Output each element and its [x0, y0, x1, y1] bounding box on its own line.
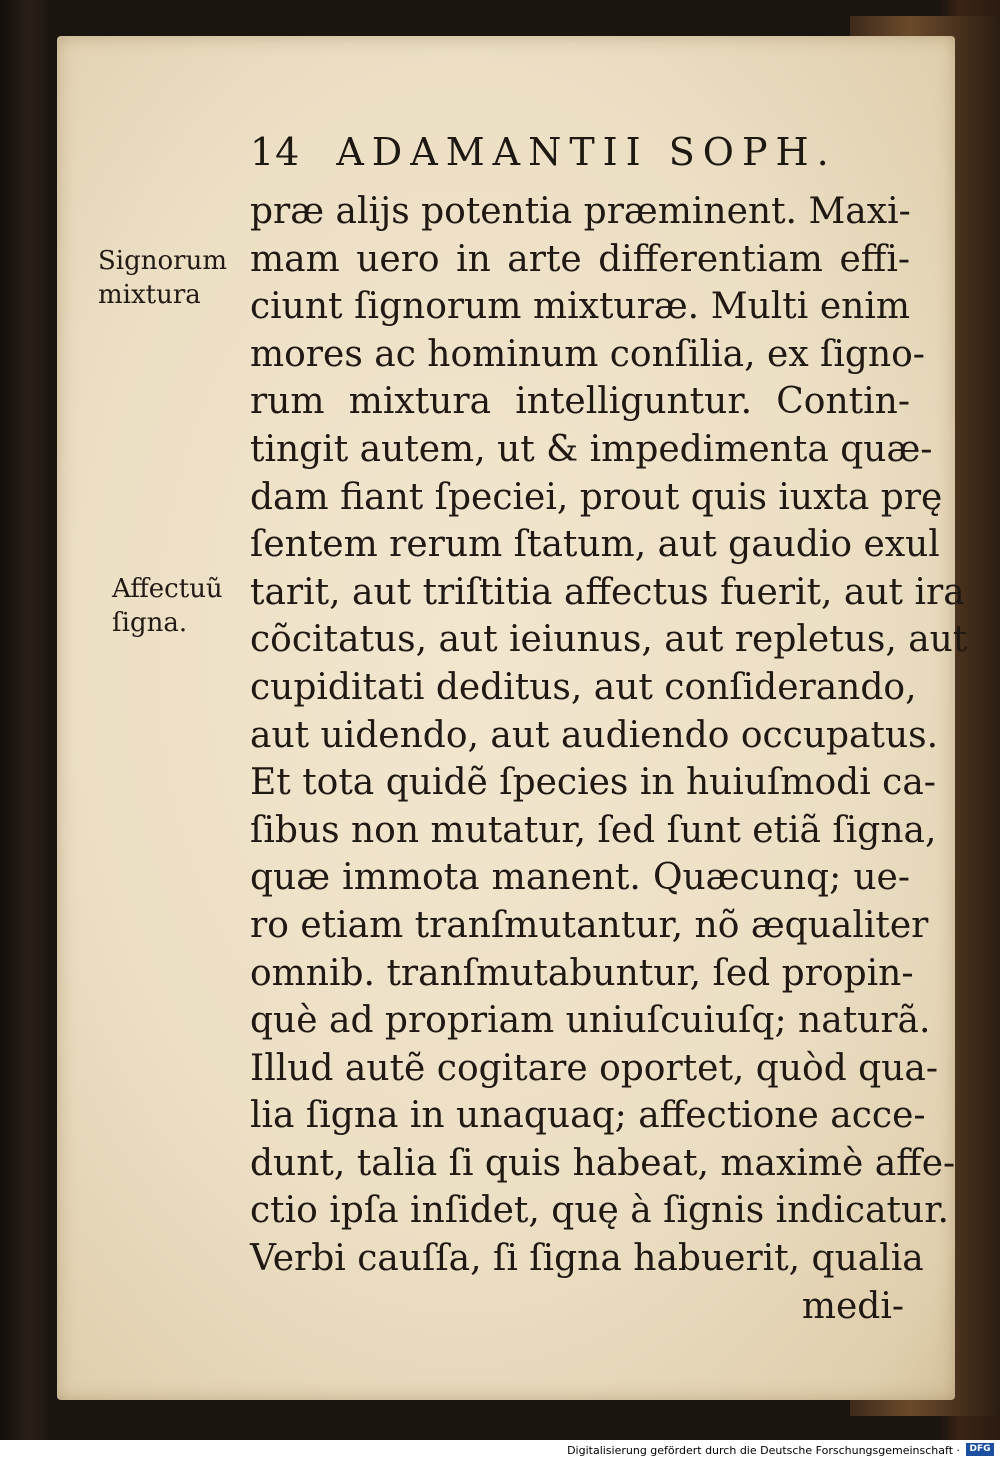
text-line: quæ immota manent. Quæcunq; ue-	[250, 857, 910, 899]
text-line: cupiditati deditus, aut conſiderando,	[250, 666, 917, 708]
text-line: Illud autẽ cogitare oportet, quòd qua-	[250, 1047, 939, 1089]
catchword: medi-	[801, 1285, 904, 1327]
margin-note-line: Signorum	[98, 246, 227, 276]
dfg-logo: DFG	[966, 1443, 994, 1456]
text-line: què ad propriam uniuſcuiuſq; naturã.	[250, 1000, 931, 1042]
text-line: lia ſigna in unaquaq; affectione acce-	[250, 1095, 926, 1137]
text-line: omnib. tranſmutabuntur, ſed propin-	[250, 952, 914, 994]
text-line: cõcitatus, aut ieiunus, aut repletus, aut	[250, 619, 968, 661]
text-line: tingit autem, ut & impedimenta quæ-	[250, 428, 933, 470]
text-line: Verbi cauſſa, ſi ſigna habuerit, qualia	[250, 1238, 924, 1280]
running-header	[250, 130, 850, 174]
page-number: 14	[250, 130, 301, 174]
text-line: aut uidendo, aut audiendo occupatus.	[250, 714, 939, 756]
margin-note-line: Affectuũ	[112, 574, 223, 604]
margin-note-line: ſigna.	[112, 608, 188, 638]
text-line: ciunt ſignorum mixturæ. Multi enim	[250, 286, 910, 328]
text-line: ro etiam tranſmutantur, nõ æqualiter	[250, 904, 929, 946]
text-line: ſibus non mutatur, ſed ſunt etiã ſigna,	[250, 809, 937, 851]
margin-note-line: mixtura	[98, 280, 201, 310]
body-text	[250, 188, 968, 1330]
text-line: ſentem rerum ſtatum, aut gaudio exul	[250, 524, 940, 566]
margin-note-signorum	[98, 244, 227, 312]
text-line: mam uero in arte differentiam effi-	[250, 238, 910, 280]
text-line: Et tota quidẽ ſpecies in huiuſmodi ca-	[250, 762, 936, 804]
text-line: præ alijs potentia præminent. Maxi-	[250, 191, 911, 232]
text-line: dam fiant ſpeciei, prout quis iuxta prę	[250, 476, 943, 518]
text-line: tarit, aut triſtitia affectus fuerit, aut ira	[250, 571, 965, 613]
text-line: mores ac hominum conſilia, ex ſigno-	[250, 333, 925, 375]
running-title: ADAMANTII SOPH.	[336, 130, 837, 174]
text-line: ctio ipſa inſidet, quę à ſignis indicatur.	[250, 1190, 949, 1232]
margin-note-affectuum	[112, 572, 223, 640]
text-line: dunt, talia ſi quis habeat, maximè affe-	[250, 1142, 956, 1184]
text-line: rum mixtura intelliguntur. Contin-	[250, 381, 910, 423]
footer-bar	[0, 1440, 1000, 1461]
funding-notice: Digitalisierung gefördert durch die Deutsche Forschungsgemeinschaft ·	[567, 1444, 960, 1457]
